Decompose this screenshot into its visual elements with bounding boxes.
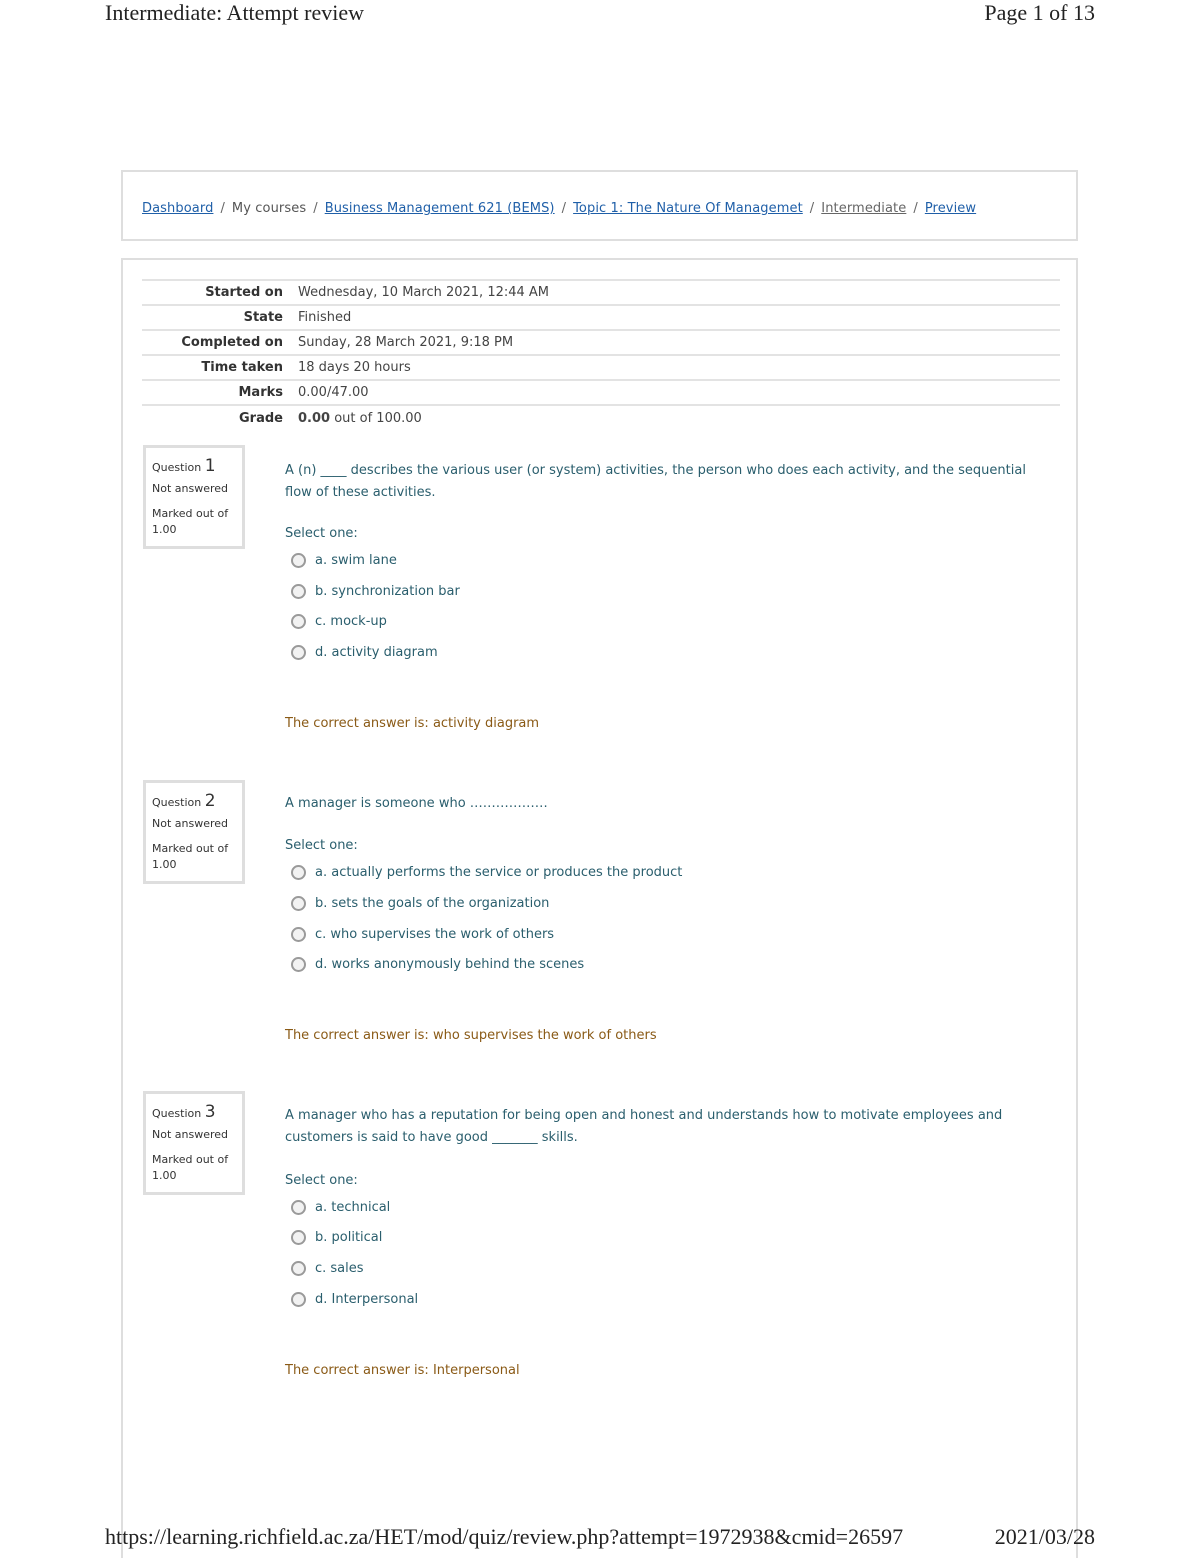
question-max-mark: 1.00 — [152, 858, 177, 871]
radio-button[interactable] — [291, 553, 306, 568]
question-number: 3 — [204, 1102, 216, 1122]
breadcrumb-my-courses: My courses — [231, 201, 307, 216]
question-text: A (n) ____ describes the various user (or system) activities, the person who does each activity, and the sequential flow of these activities. — [285, 463, 1026, 500]
option-label: d. Interpersonal — [315, 1292, 419, 1307]
breadcrumb-preview[interactable]: Preview — [924, 201, 977, 216]
print-header — [105, 0, 1095, 26]
radio-button[interactable] — [291, 645, 306, 660]
print-title: Intermediate: Attempt review — [105, 0, 365, 25]
question-max-mark: 1.00 — [152, 523, 177, 536]
print-page-number: Page 1 of 13 — [984, 0, 1095, 25]
grade-value: 0.00 — [298, 410, 331, 426]
option-label: a. actually performs the service or produces the product — [315, 865, 683, 880]
summary-label: Completed on — [181, 335, 283, 350]
question-info — [143, 1091, 245, 1195]
answer-option[interactable] — [291, 614, 387, 629]
question-label: Question — [152, 461, 202, 474]
correct-answer-feedback: The correct answer is: activity diagram — [285, 716, 540, 731]
summary-value: Wednesday, 10 March 2021, 12:44 AM — [298, 285, 550, 300]
question-marked-label: Marked out of — [152, 1153, 229, 1166]
answer-option[interactable] — [291, 896, 549, 911]
question-state: Not answered — [152, 817, 229, 830]
summary-row — [142, 355, 1060, 380]
radio-button[interactable] — [291, 1230, 306, 1245]
question-text: A manager who has a reputation for being open and honest and understands how to motivate employees and customers is said to have good _______ skills. — [285, 1108, 1003, 1145]
summary-row — [142, 405, 1060, 430]
select-one-label: Select one: — [285, 1173, 358, 1188]
question-info — [143, 445, 245, 549]
question-label: Question — [152, 1107, 202, 1120]
breadcrumb-topic[interactable]: Topic 1: The Nature Of Managemet — [573, 201, 803, 216]
summary-value: Sunday, 28 March 2021, 9:18 PM — [298, 335, 514, 350]
answer-option[interactable] — [291, 1200, 390, 1215]
summary-row — [142, 380, 1060, 405]
print-footer — [105, 1524, 1095, 1550]
breadcrumb-panel — [121, 170, 1078, 241]
breadcrumb-separator: / — [913, 201, 918, 216]
print-date: 2021/03/28 — [994, 1524, 1095, 1549]
select-one-label: Select one: — [285, 838, 358, 853]
answer-option[interactable] — [291, 553, 397, 568]
option-label: b. synchronization bar — [315, 584, 460, 599]
radio-button[interactable] — [291, 584, 306, 599]
answer-option[interactable] — [291, 1261, 364, 1276]
breadcrumb-dashboard[interactable]: Dashboard — [142, 201, 214, 216]
option-label: a. swim lane — [315, 553, 397, 568]
answer-option[interactable] — [291, 927, 554, 942]
option-label: c. who supervises the work of others — [315, 927, 555, 942]
breadcrumb-course[interactable]: Business Management 621 (BEMS) — [324, 201, 555, 216]
attempt-review-panel — [121, 258, 1078, 1558]
summary-label: Marks — [238, 385, 283, 400]
correct-answer-feedback: The correct answer is: who supervises the work of others — [285, 1028, 657, 1043]
grade-suffix: out of 100.00 — [334, 410, 422, 426]
summary-label: Grade — [239, 410, 283, 426]
breadcrumb-separator: / — [809, 201, 815, 216]
question-info — [143, 780, 245, 884]
breadcrumb-separator: / — [220, 201, 225, 216]
question-max-mark: 1.00 — [152, 1169, 177, 1182]
summary-value: Finished — [298, 310, 352, 325]
option-label: c. mock-up — [315, 614, 387, 629]
answer-option[interactable] — [291, 584, 460, 599]
answer-option[interactable] — [291, 865, 682, 880]
breadcrumb — [142, 201, 976, 216]
question-state: Not answered — [152, 482, 229, 495]
question-label: Question — [152, 796, 202, 809]
radio-button[interactable] — [291, 1200, 306, 1215]
question-number: 2 — [204, 791, 216, 811]
option-label: b. sets the goals of the organization — [315, 896, 550, 911]
summary-row — [142, 305, 1060, 330]
summary-value: 0.00/47.00 — [298, 385, 369, 400]
summary-value — [297, 405, 1060, 430]
select-one-label: Select one: — [285, 526, 358, 541]
option-label: a. technical — [315, 1200, 391, 1215]
summary-label: Started on — [205, 285, 283, 300]
print-url: https://learning.richfield.ac.za/HET/mod/quiz/review.php?attempt=1972938&cmid=26597 — [105, 1524, 904, 1549]
answer-option[interactable] — [291, 1230, 382, 1245]
answer-option[interactable] — [291, 957, 584, 972]
radio-button[interactable] — [291, 1261, 306, 1276]
option-label: c. sales — [315, 1261, 364, 1276]
summary-row — [142, 280, 1060, 305]
summary-row — [142, 330, 1060, 355]
question-marked-label: Marked out of — [152, 842, 229, 855]
answer-option[interactable] — [291, 645, 438, 660]
summary-label: State — [243, 310, 283, 325]
question-text: A manager is someone who ……………… — [285, 796, 548, 811]
option-label: d. activity diagram — [315, 645, 438, 660]
question-number: 1 — [204, 456, 216, 476]
radio-button[interactable] — [291, 927, 306, 942]
radio-button[interactable] — [291, 957, 306, 972]
correct-answer-feedback: The correct answer is: Interpersonal — [285, 1363, 520, 1378]
question-state: Not answered — [152, 1128, 229, 1141]
summary-value: 18 days 20 hours — [298, 360, 411, 375]
breadcrumb-quiz[interactable]: Intermediate — [821, 201, 907, 216]
radio-button[interactable] — [291, 614, 306, 629]
option-label: b. political — [315, 1230, 383, 1245]
question-marked-label: Marked out of — [152, 507, 229, 520]
breadcrumb-separator: / — [561, 201, 567, 216]
breadcrumb-separator: / — [313, 201, 318, 216]
answer-option[interactable] — [291, 1292, 418, 1307]
radio-button[interactable] — [291, 865, 306, 880]
option-label: d. works anonymously behind the scenes — [315, 957, 585, 972]
summary-label: Time taken — [201, 360, 283, 375]
radio-button[interactable] — [291, 896, 306, 911]
radio-button[interactable] — [291, 1292, 306, 1307]
attempt-summary-table — [142, 279, 1060, 430]
